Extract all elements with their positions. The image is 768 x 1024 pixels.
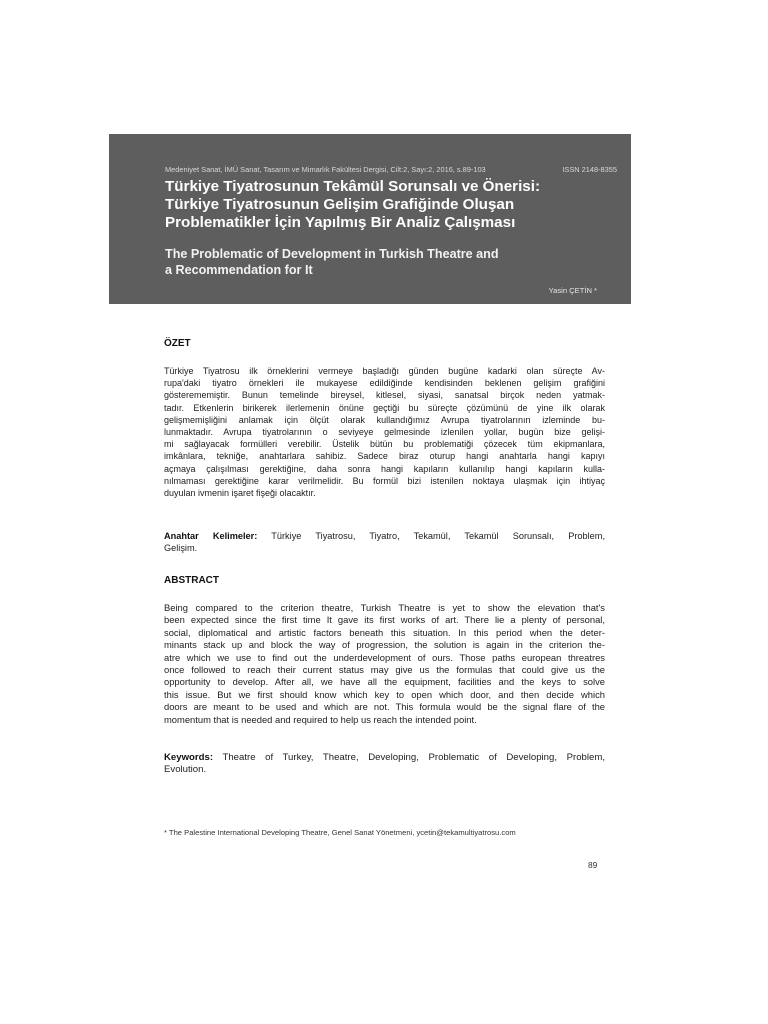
abstract-line: minants stack up and block the way of progression, the solution is again in the criterion the- xyxy=(164,639,605,651)
anahtar-kelimeler xyxy=(164,530,605,554)
title-tr-line: Türkiye Tiyatrosunun Gelişim Grafiğinde Oluşan xyxy=(165,196,515,213)
anahtar-terms: Türkiye Tiyatrosu, Tiyatro, Tekamül, Tekamül Sorunsalı, Problem, xyxy=(257,531,605,541)
anahtar-line-2: Gelişim. xyxy=(164,543,198,554)
title-english xyxy=(165,246,615,278)
ozet-line: açmaya çalışılması gerektiğine, daha sonra hangi kapıların kullanılıp hangi kapıların kulla- xyxy=(164,463,605,474)
keywords-line xyxy=(164,752,605,764)
keywords-label: Keywords: xyxy=(164,752,214,763)
ozet-line: tadır. Etkenlerin birikerek ilerlemenin önüne geçtiği bu süreçte çözümünü de yine ilk olarak xyxy=(164,402,605,413)
article-header-band xyxy=(109,134,631,304)
ozet-line: lunmaktadır. Avrupa tiyatrolarının o seviyeye gelmesinde izlenilen yollar, bugün bize gelişi- xyxy=(164,427,605,438)
ozet-line: gösterememiştir. Bunun temelinde bireysel, kitlesel, siyasi, sanatsal birçok neden yatmak- xyxy=(164,390,605,401)
title-en-line: a Recommendation for It xyxy=(165,263,313,277)
author-name: Yasin ÇETİN * xyxy=(548,286,597,295)
abstract-line: once followed to reach their current status may give us the formulas that could give us the xyxy=(164,664,605,676)
abstract-line: doors are meant to be used and which are not. This formula would be the signal flare of the xyxy=(164,701,605,713)
abstract-body xyxy=(164,602,605,726)
anahtar-label: Anahtar Kelimeler: xyxy=(164,531,258,541)
ozet-line: imkânlara, tekniğe, anahtarlara sahibiz. Sadece biraz oturup hangi anahtarla hangi kapıyı xyxy=(164,451,605,462)
abstract-line: been expected since the first time It gave its first works of art. There lie a plenty of personal, xyxy=(164,614,605,626)
keywords xyxy=(164,752,605,777)
abstract-line: atre which we use to find out the underdevelopment of ours. Those paths european threatres xyxy=(164,651,605,663)
anahtar-line xyxy=(164,530,605,542)
title-tr-line: Problematikler İçin Yapılmış Bir Analiz Çalışması xyxy=(165,214,516,231)
abstract-heading: ABSTRACT xyxy=(164,575,219,586)
ozet-line: Türkiye Tiyatrosu ilk örneklerini vermeye başladığı günden bugüne kadarki olan süreçte Av- xyxy=(164,366,605,376)
title-tr-line: Türkiye Tiyatrosunun Tekâmül Sorunsalı ve Önerisi: xyxy=(165,178,541,195)
page-number: 89 xyxy=(588,860,598,870)
journal-info: Medeniyet Sanat, İMÜ Sanat, Tasarım ve Mimarlık Fakültesi Dergisi, Cilt:2, Sayı:2, 2016, s.89-103 xyxy=(165,165,486,174)
issn: ISSN 2148-8355 xyxy=(562,165,617,174)
ozet-line: nılmaması gerektiğine karar verilmelidir. Bu formül bizi istenilen noktaya ulaşmak için ihtiyaç xyxy=(164,475,605,486)
abstract-line: social, diplomatical and artistic factors beneath this situation. In this period when the deter- xyxy=(164,626,605,638)
ozet-line: duyulan ivmenin işaret fişeği olacaktır. xyxy=(164,488,316,499)
journal-citation-line xyxy=(165,165,617,174)
author-footnote: * The Palestine International Developing Theatre, Genel Sanat Yönetmeni, ycetin@tekamultiyatrosu.com xyxy=(164,828,516,837)
abstract-line: Being compared to the criterion theatre, Turkish Theatre is yet to show the elevation that's xyxy=(164,602,605,613)
keywords-line-2: Evolution. xyxy=(164,764,207,776)
ozet-body xyxy=(164,365,605,499)
abstract-line: momentum that is needed and required to help us reach the intended point. xyxy=(164,713,477,725)
abstract-line: opportunity to develop. After all, we have all the equipment, facilities and the keys to solve xyxy=(164,676,605,688)
title-en-line: The Problematic of Development in Turkish Theatre and xyxy=(165,247,499,261)
ozet-line: rupa'daki tiyatro örnekleri ile mukayese edildiğinde kendisinden beklenen gelişim grafiğini xyxy=(164,378,605,389)
abstract-line: this issue. But we first should know which key to open which door, and then decide which xyxy=(164,688,605,700)
ozet-line: gelişmemişliğini anlamak için ölçüt olarak kullandığımız Avrupa tiyatrolarının izleminde bu- xyxy=(164,414,605,425)
keywords-terms: Theatre of Turkey, Theatre, Developing, Problematic of Developing, Problem, xyxy=(213,752,605,763)
title-turkish xyxy=(165,178,615,232)
ozet-heading: ÖZET xyxy=(164,338,191,349)
ozet-line: mi sağlayacak formülleri verebilir. Üstelik bütün bu problematiği çözecek tüm ekipmanlara, xyxy=(164,439,605,450)
